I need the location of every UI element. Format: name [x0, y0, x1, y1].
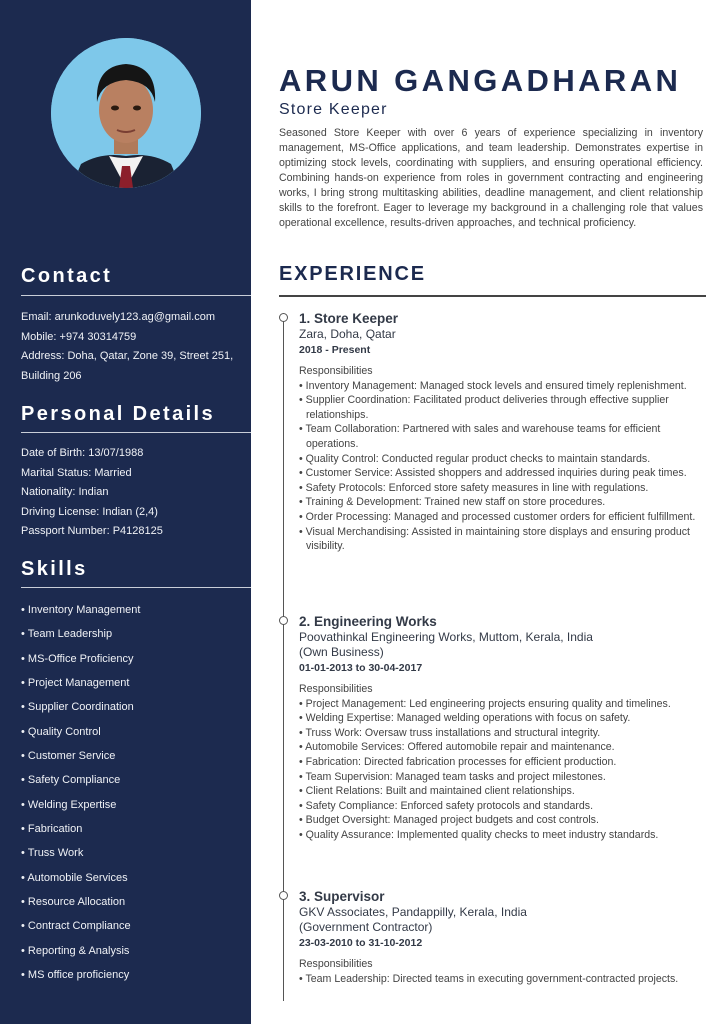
- responsibilities-list: [299, 972, 709, 987]
- responsibility-item: • Training & Development: Trained new staff on store procedures.: [299, 495, 709, 510]
- skill-item: • Team Leadership: [21, 628, 113, 641]
- skill-item: • Safety Compliance: [21, 774, 121, 787]
- skill-item: • Supplier Coordination: [21, 701, 134, 714]
- personal-details-heading: Personal Details: [21, 403, 216, 425]
- job-dates: 01-01-2013 to 30-04-2017: [299, 662, 423, 674]
- responsibility-item: • Team Supervision: Managed team tasks and project milestones.: [299, 770, 709, 785]
- candidate-role: Store Keeper: [279, 101, 388, 118]
- responsibility-item: • Safety Protocols: Enforced store safety measures in line with regulations.: [299, 481, 709, 496]
- responsibility-item: • Truss Work: Oversaw truss installations and structural integrity.: [299, 726, 709, 741]
- job-company: Poovathinkal Engineering Works, Muttom, Kerala, India: [299, 630, 593, 644]
- personal-nationality: Nationality: Indian: [21, 486, 109, 498]
- responsibility-item: • Client Relations: Built and maintained client relationships.: [299, 784, 709, 799]
- experience-divider: [279, 295, 706, 297]
- main-content: [251, 0, 724, 1024]
- timeline-dot: [279, 616, 288, 625]
- responsibility-item: • Budget Oversight: Managed project budgets and cost controls.: [299, 813, 709, 828]
- job-title: 1. Store Keeper: [299, 311, 399, 326]
- responsibility-item: • Supplier Coordination: Facilitated product deliveries through effective supplier relationships.: [299, 393, 709, 422]
- responsibility-item: • Project Management: Led engineering projects ensuring quality and timelines.: [299, 697, 709, 712]
- job-company-note: (Own Business): [299, 645, 384, 659]
- contact-heading: Contact: [21, 265, 113, 287]
- responsibilities-list: [299, 379, 709, 554]
- personal-marital-status: Marital Status: Married: [21, 466, 132, 479]
- job-dates: 23-03-2010 to 31-10-2012: [299, 937, 423, 949]
- responsibility-item: • Order Processing: Managed and processed customer orders for efficient fulfillment.: [299, 510, 709, 525]
- responsibility-item: • Fabrication: Directed fabrication processes for efficient production.: [299, 755, 709, 770]
- sidebar: [0, 0, 251, 1024]
- personal-details-divider: [21, 432, 251, 433]
- skill-item: • Resource Allocation: [21, 896, 126, 909]
- skill-item: • MS-Office Proficiency: [21, 652, 134, 665]
- skill-item: • Fabrication: [21, 823, 83, 836]
- profile-summary: Seasoned Store Keeper with over 6 years of experience specializing in inventory management, MS-Office applications, and team leadership. Demonstrates expertise in optimizing stock levels, coordinating with suppliers, and ensuring operational efficiency. Combining hands-on experience from roles in government contracting and engineering works, I bring strong multitasking abilities, deadline management, and client relationship skills to the forefront. Eager to leverage my background in a challenging role that values operational excellence, results-driven approaches, and technical proficiency.: [279, 127, 703, 229]
- responsibility-item: • Welding Expertise: Managed welding operations with focus on safety.: [299, 711, 709, 726]
- responsibility-item: • Inventory Management: Managed stock levels and ensured timely replenishment.: [299, 379, 709, 394]
- responsibility-item: • Team Collaboration: Partnered with sales and warehouse teams for efficient operations.: [299, 422, 709, 451]
- job-dates: 2018 - Present: [299, 344, 371, 356]
- contact-divider: [21, 295, 251, 296]
- responsibilities-list: [299, 697, 709, 843]
- personal-dob: Date of Birth: 13/07/1988: [21, 447, 144, 459]
- skill-item: • Automobile Services: [21, 871, 128, 884]
- skill-item: • Contract Compliance: [21, 920, 131, 933]
- responsibility-item: • Quality Control: Conducted regular product checks to maintain standards.: [299, 452, 709, 467]
- contact-email[interactable]: Email: arunkoduvely123.ag@gmail.com: [21, 311, 215, 323]
- responsibility-item: • Customer Service: Assisted shoppers and addressed inquiries during peak times.: [299, 466, 709, 481]
- job-title: 3. Supervisor: [299, 889, 385, 904]
- timeline-dot: [279, 891, 288, 900]
- job-title: 2. Engineering Works: [299, 614, 437, 629]
- job-company: GKV Associates, Pandappilly, Kerala, India: [299, 905, 527, 919]
- job-entry-store-keeper: [279, 311, 709, 554]
- responsibility-item: • Visual Merchandising: Assisted in maintaining store displays and ensuring product visibility.: [299, 525, 709, 554]
- skill-item: • Reporting & Analysis: [21, 944, 130, 957]
- responsibilities-label: Responsibilities: [299, 958, 373, 970]
- skill-item: • Customer Service: [21, 750, 116, 763]
- job-entry-supervisor: [279, 889, 709, 986]
- job-entry-engineering-works: [279, 614, 709, 843]
- responsibilities-label: Responsibilities: [299, 365, 373, 377]
- skill-item: • Project Management: [21, 677, 130, 690]
- profile-photo-image: [51, 38, 201, 188]
- responsibility-item: • Quality Assurance: Implemented quality checks to meet industry standards.: [299, 828, 709, 843]
- skills-divider: [21, 587, 251, 588]
- contact-mobile[interactable]: Mobile: +974 30314759: [21, 330, 137, 343]
- personal-driving-license: Driving License: Indian (2,4): [21, 505, 158, 518]
- responsibilities-label: Responsibilities: [299, 683, 373, 695]
- skill-item: • Quality Control: [21, 725, 101, 738]
- skill-item: • Inventory Management: [21, 604, 141, 616]
- personal-passport: Passport Number: P4128125: [21, 525, 163, 537]
- responsibility-item: • Safety Compliance: Enforced safety protocols and standards.: [299, 799, 709, 814]
- skill-item: • MS office proficiency: [21, 969, 130, 982]
- profile-photo: [51, 38, 201, 188]
- skill-item: • Welding Expertise: [21, 798, 117, 811]
- job-company-note: (Government Contractor): [299, 920, 433, 934]
- timeline-dot: [279, 313, 288, 322]
- experience-heading: EXPERIENCE: [279, 263, 426, 285]
- contact-address: Address: Doha, Qatar, Zone 39, Street 251, Building 206: [21, 350, 234, 382]
- responsibility-item: • Team Leadership: Directed teams in executing government-contracted projects.: [299, 972, 709, 987]
- job-company: Zara, Doha, Qatar: [299, 327, 396, 341]
- skill-item: • Truss Work: [21, 847, 84, 860]
- contact-list: [21, 308, 243, 386]
- personal-details-list: [21, 444, 243, 542]
- responsibility-item: • Automobile Services: Offered automobile repair and maintenance.: [299, 740, 709, 755]
- skills-heading: Skills: [21, 558, 88, 580]
- candidate-name: ARUN GANGADHARAN: [279, 63, 682, 98]
- skills-list: [21, 598, 243, 988]
